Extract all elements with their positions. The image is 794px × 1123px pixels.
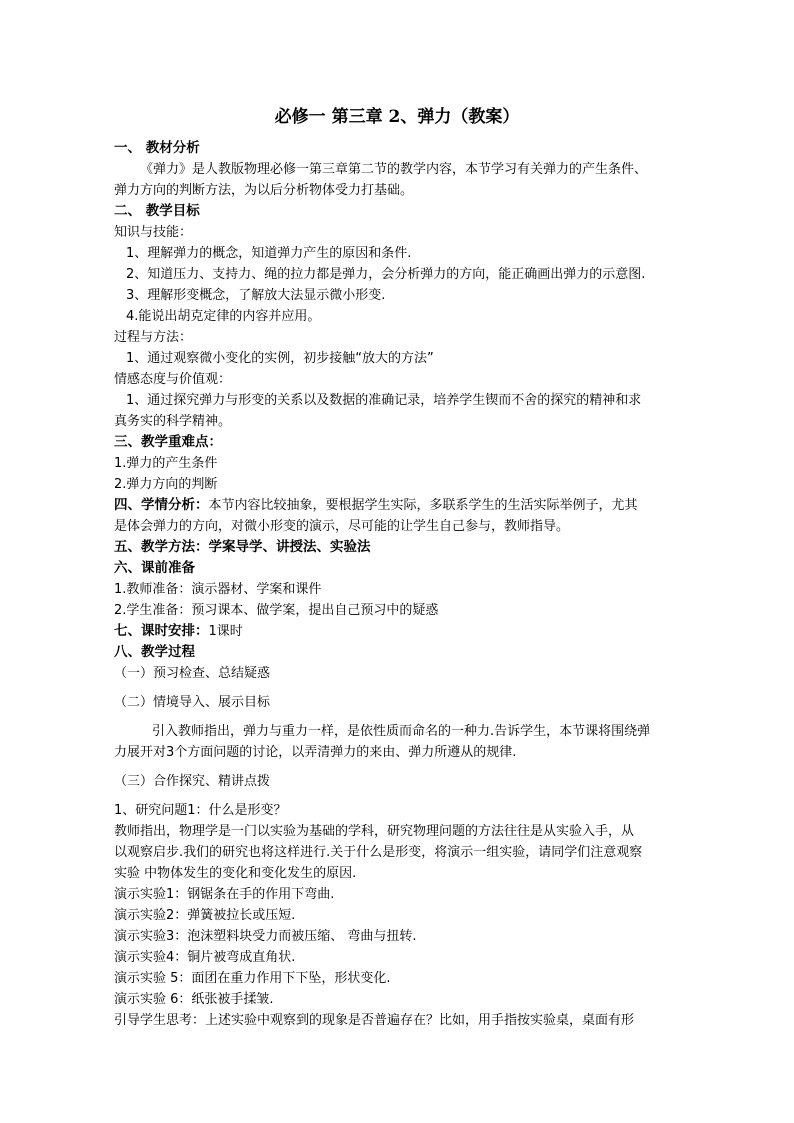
paragraph-line: 3、理解形变概念，了解放大法显示微小形变.: [126, 288, 386, 303]
paragraph-line: 2.弹力方向的判断: [114, 477, 218, 492]
paragraph-line: 1、理解弹力的概念，知道弹力产生的原因和条件.: [126, 246, 412, 261]
paragraph-line: 演示实验2：弹簧被拉长或压短.: [114, 908, 296, 923]
paragraph-line: 过程与方法：: [114, 330, 193, 345]
section-heading: 三、教学重难点：: [114, 434, 222, 450]
paragraph-line: 1、研究问题1：什么是形变？: [114, 803, 287, 818]
paragraph-line: 教师指出，物理学是一门以实验为基础的学科，研究物理问题的方法往往是从实验入手，从: [114, 824, 635, 839]
paragraph-line: （二）情境导入、展示目标: [114, 695, 271, 710]
document-body: [114, 138, 686, 1031]
paragraph-line: 《弹力》是人教版物理必修一第三章第二节的教学内容，本节学习有关弹力的产生条件、: [140, 162, 648, 177]
paragraph-line: 4.能说出胡克定律的内容并应用。: [126, 309, 321, 324]
paragraph-line: 演示实验3：泡沫塑料块受力而被压缩、 弯曲与扭转.: [114, 929, 417, 944]
paragraph-line: 知识与技能：: [114, 225, 193, 240]
paragraph-line: 1.教师准备：演示器材、学案和课件: [114, 582, 322, 597]
paragraph-line: 演示实验 6：纸张被手揉皱.: [114, 992, 274, 1007]
paragraph-line: [114, 621, 686, 642]
paragraph-line: 1、通过观察微小变化的实例，初步接触“放大的方法”: [126, 351, 434, 366]
spacer: [114, 763, 686, 771]
section-heading: 七、课时安排：: [114, 623, 209, 639]
section-heading: 六、课前准备: [114, 560, 195, 576]
page-title: 必修一 第三章 2、弹力（教案）: [274, 107, 520, 127]
paragraph-line: 实验 中物体发生的变化和变化发生的原因.: [114, 866, 357, 881]
section-heading: 八、教学过程: [114, 644, 195, 660]
paragraph-line: 引入教师指出，弹力与重力一样，是依性质而命名的一种力.告诉学生，本节课将围绕弹: [152, 724, 651, 739]
spacer: [114, 684, 686, 692]
paragraph-line: 1、通过探究弹力与形变的关系以及数据的准确记录，培养学生锲而不舍的探究的精神和求: [126, 393, 642, 408]
spacer: [114, 713, 686, 721]
paragraph-line: 情感态度与价值观：: [114, 372, 232, 387]
paragraph-line: 是体会弹力的方向，对微小形变的演示，尽可能的让学生自己参与，教师指导。: [114, 519, 570, 534]
paragraph-line: 引导学生思考：上述实验中观察到的现象是否普遍存在？比如，用手指按实验桌，桌面有形: [114, 1013, 635, 1028]
paragraph-line: 真务实的科学精神。: [114, 414, 232, 429]
paragraph-line: [114, 495, 686, 516]
section-heading: 一、 教材分析: [114, 140, 200, 156]
paragraph-line: （三）合作探究、精讲点拨: [114, 774, 271, 789]
paragraph-line: 弹力方向的判断方法，为以后分析物体受力打基础。: [114, 183, 414, 198]
paragraph-line: 2.学生准备：预习课本、做学案，提出自己预习中的疑惑: [114, 603, 439, 618]
section-text: 1课时: [208, 624, 243, 639]
paragraph-line: （一）预习检查、总结疑惑: [114, 666, 271, 681]
paragraph-line: 演示实验1：钢锯条在手的作用下弯曲.: [114, 887, 335, 902]
paragraph-line: 演示实验4：铜片被弯成直角状.: [114, 950, 296, 965]
section-heading: 二、 教学目标: [114, 203, 200, 219]
section-heading: 五、教学方法：学案导学、讲授法、实验法: [114, 539, 371, 555]
paragraph-line: 力展开对3个方面问题的讨论，以弄清弹力的来由、弹力所遵从的规律.: [114, 745, 517, 760]
section-text: 本节内容比较抽象，要根据学生实际，多联系学生的生活实际举例子，尤其: [208, 498, 638, 513]
paragraph-line: 演示实验 5：面团在重力作用下下坠，形状变化.: [114, 971, 391, 986]
paragraph-line: 1.弹力的产生条件: [114, 456, 218, 471]
spacer: [114, 792, 686, 800]
section-heading: 四、学情分析：: [114, 497, 209, 513]
paragraph-line: 以观察启步.我们的研究也将这样进行.关于什么是形变，将演示一组实验，请同学们注意观察: [114, 845, 643, 860]
paragraph-line: 2、知道压力、支持力、绳的拉力都是弹力，会分析弹力的方向，能正确画出弹力的示意图.: [126, 267, 646, 282]
